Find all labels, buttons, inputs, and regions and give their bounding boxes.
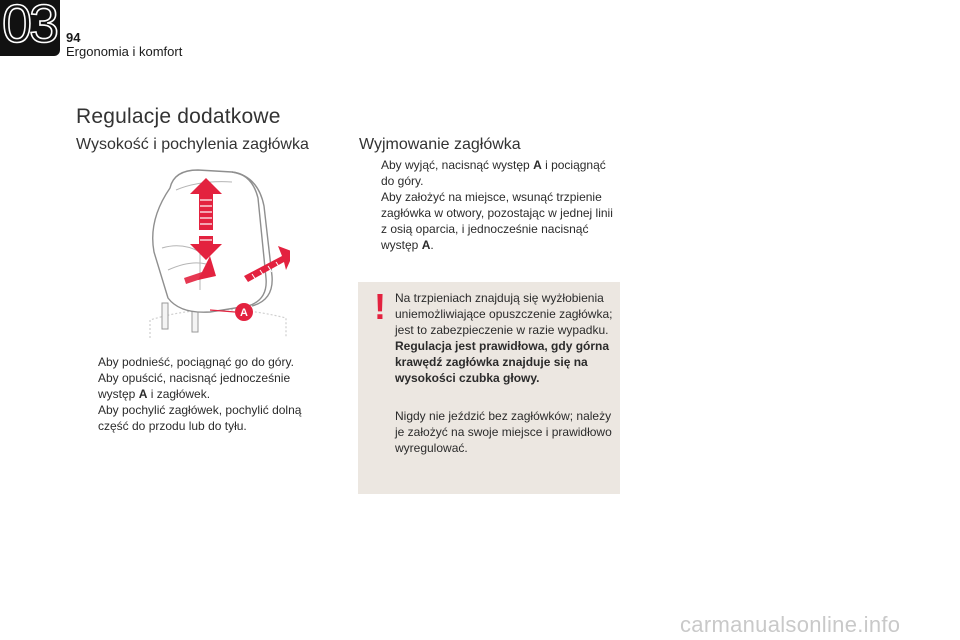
warning-paragraph-bold: Regulacja jest prawidłowa, gdy górna krawędź zagłówka znajduje się na wysokości czubka głowy. bbox=[395, 339, 610, 385]
section-title: Regulacje dodatkowe bbox=[76, 105, 281, 128]
heading-headrest-removal: Wyjmowanie zagłówka bbox=[359, 136, 521, 153]
chapter-title: Ergonomia i komfort bbox=[66, 44, 183, 59]
chapter-tab bbox=[0, 0, 60, 56]
warning-paragraph: Na trzpieniach znajdują się wyżłobienia uniemożliwiające opuszczenie zagłówka; jest to zabezpieczenie w razie wypadku. bbox=[395, 291, 613, 337]
heading-headrest-height: Wysokość i pochylenia zagłówka bbox=[76, 136, 309, 153]
page-number: 94 bbox=[66, 30, 81, 45]
list-item: Aby pochylić zagłówek, pochylić dolną część do przodu lub do tyłu. bbox=[98, 403, 302, 433]
chapter-number: 03 bbox=[2, 0, 57, 54]
watermark: carmanualsonline.info bbox=[680, 612, 901, 637]
list-item: Aby wyjąć, nacisnąć występ A i pociągnąć do góry. bbox=[381, 158, 606, 188]
label-a: A bbox=[240, 307, 248, 319]
instructions-height bbox=[76, 354, 316, 434]
headrest-drawing bbox=[140, 160, 290, 338]
headrest-illustration bbox=[140, 160, 290, 338]
warning-text bbox=[395, 290, 615, 456]
list-item: Aby opuścić, nacisnąć jednocześnie występ A i zagłówek. bbox=[98, 371, 291, 401]
list-item: Aby podnieść, pociągnąć go do góry. bbox=[98, 355, 294, 369]
exclamation-icon: ! bbox=[374, 286, 386, 327]
warning-box bbox=[358, 282, 620, 494]
instructions-removal bbox=[359, 157, 621, 253]
warning-paragraph: Nigdy nie jeździć bez zagłówków; należy je założyć na swoje miejsce i prawidłowo wyregulować. bbox=[395, 409, 612, 455]
list-item: Aby założyć na miejsce, wsunąć trzpienie zagłówka w otwory, pozostając w jednej linii z osią oparcia, i jednocześnie nacisnąć występ A. bbox=[381, 190, 613, 252]
